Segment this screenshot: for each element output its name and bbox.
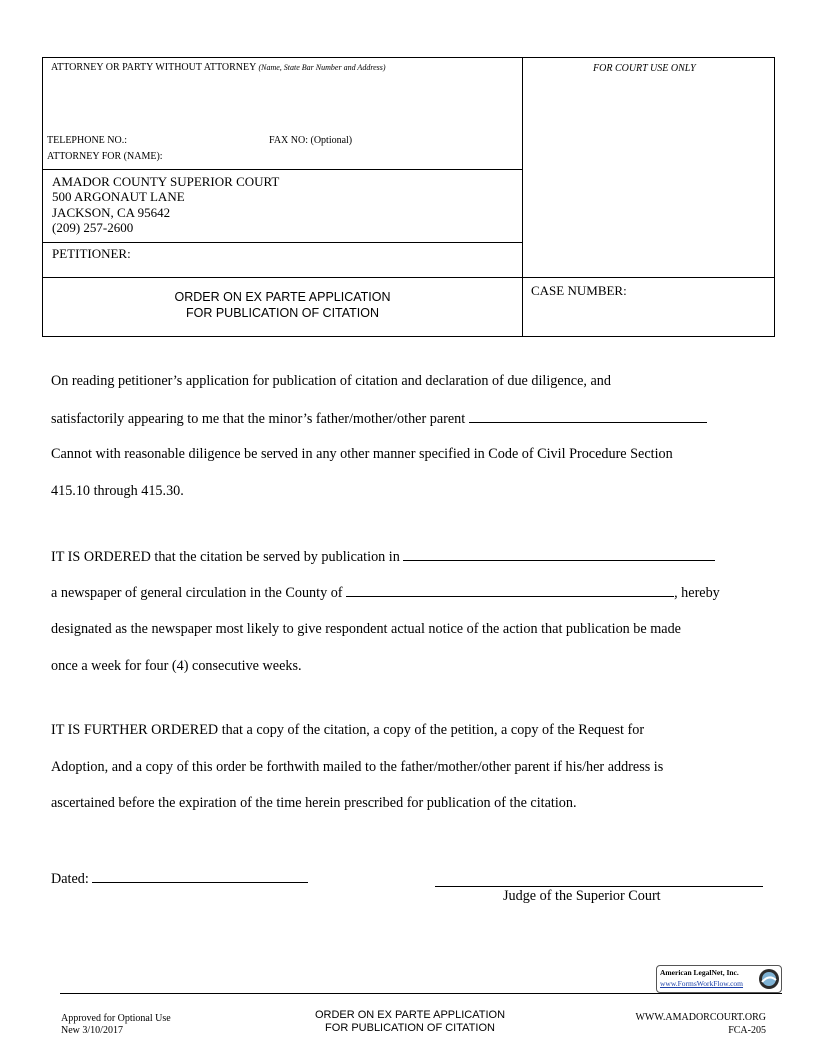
fax-label: FAX NO: (Optional) <box>269 135 353 146</box>
newspaper-blank[interactable] <box>403 548 715 561</box>
p2-line-1-text: IT IS ORDERED that the citation be served by publication in <box>51 549 400 565</box>
p3-line-1: IT IS FURTHER ORDERED that a copy of the citation, a copy of the petition, a copy of the Request for <box>51 722 645 738</box>
footer-form-number: FCA-205 <box>728 1025 766 1036</box>
publisher-name: American LegalNet, Inc. <box>660 968 739 977</box>
p3-line-3: ascertained before the expiration of the time herein prescribed for publication of the citation. <box>51 795 577 811</box>
footer-rule <box>60 993 782 994</box>
judge-label: Judge of the Superior Court <box>503 888 661 904</box>
county-blank[interactable] <box>346 584 674 597</box>
footer-website[interactable]: WWW.AMADORCOURT.ORG <box>635 1012 766 1023</box>
publisher-url[interactable]: www.FormsWorkFlow.com <box>660 979 744 988</box>
footer-title-line-2: FOR PUBLICATION OF CITATION <box>325 1022 495 1034</box>
p1-line-1: On reading petitioner’s application for publication of citation and declaration of due diligence, and <box>51 373 611 389</box>
p2-line-2 <box>51 584 720 602</box>
court-use-label: FOR COURT USE ONLY <box>593 63 696 74</box>
p2-line-1 <box>51 548 715 566</box>
p1-line-2-text: satisfactorily appearing to me that the minor’s father/mother/other parent <box>51 411 466 427</box>
p2-line-3: designated as the newspaper most likely to give respondent actual notice of the action that publication be made <box>51 621 681 637</box>
form-title-line-1: ORDER ON EX PARTE APPLICATION <box>174 290 391 304</box>
court-address <box>52 174 279 235</box>
p1-line-2 <box>51 410 707 428</box>
form-title-line-2: FOR PUBLICATION OF CITATION <box>185 306 380 320</box>
court-phone: (209) 257-2600 <box>52 219 134 235</box>
parent-name-blank[interactable] <box>469 410 707 423</box>
p1-line-3: Cannot with reasonable diligence be served in any other manner specified in Code of Civil Procedure Section <box>51 446 673 462</box>
attorney-label: ATTORNEY OR PARTY WITHOUT ATTORNEY (Name, State Bar Number and Address) <box>51 62 386 73</box>
attorney-for-label: ATTORNEY FOR (NAME): <box>47 151 163 162</box>
footer-date: New 3/10/2017 <box>61 1025 123 1036</box>
case-number-label: CASE NUMBER: <box>531 283 627 298</box>
court-street: 500 ARGONAUT LANE <box>52 189 185 205</box>
telephone-label: TELEPHONE NO.: <box>47 135 127 146</box>
footer-approved: Approved for Optional Use <box>61 1013 171 1024</box>
petitioner-label: PETITIONER: <box>52 246 131 261</box>
form-title <box>42 289 523 321</box>
dated-label: Dated: <box>51 871 89 887</box>
footer-title <box>260 1009 560 1035</box>
judge-signature-line[interactable] <box>435 886 763 887</box>
p1-line-4: 415.10 through 415.30. <box>51 483 184 499</box>
p2-line-4: once a week for four (4) consecutive weeks. <box>51 658 302 674</box>
court-name: AMADOR COUNTY SUPERIOR COURT <box>52 174 280 189</box>
attorney-sublabel: (Name, State Bar Number and Address) <box>258 63 386 72</box>
publisher-badge[interactable] <box>656 965 782 993</box>
p2-line-2-text: a newspaper of general circulation in the County of <box>51 585 343 601</box>
p3-line-2: Adoption, and a copy of this order be forthwith mailed to the father/mother/other parent if his/her address is <box>51 759 664 775</box>
dated-line <box>51 870 308 888</box>
court-city: JACKSON, CA 95642 <box>52 204 171 220</box>
p2-line-2-suffix: , hereby <box>674 585 720 601</box>
publisher-logo-icon <box>758 968 780 990</box>
dated-blank[interactable] <box>92 870 308 883</box>
court-use-box <box>522 57 775 278</box>
footer-title-line-1: ORDER ON EX PARTE APPLICATION <box>314 1009 506 1021</box>
